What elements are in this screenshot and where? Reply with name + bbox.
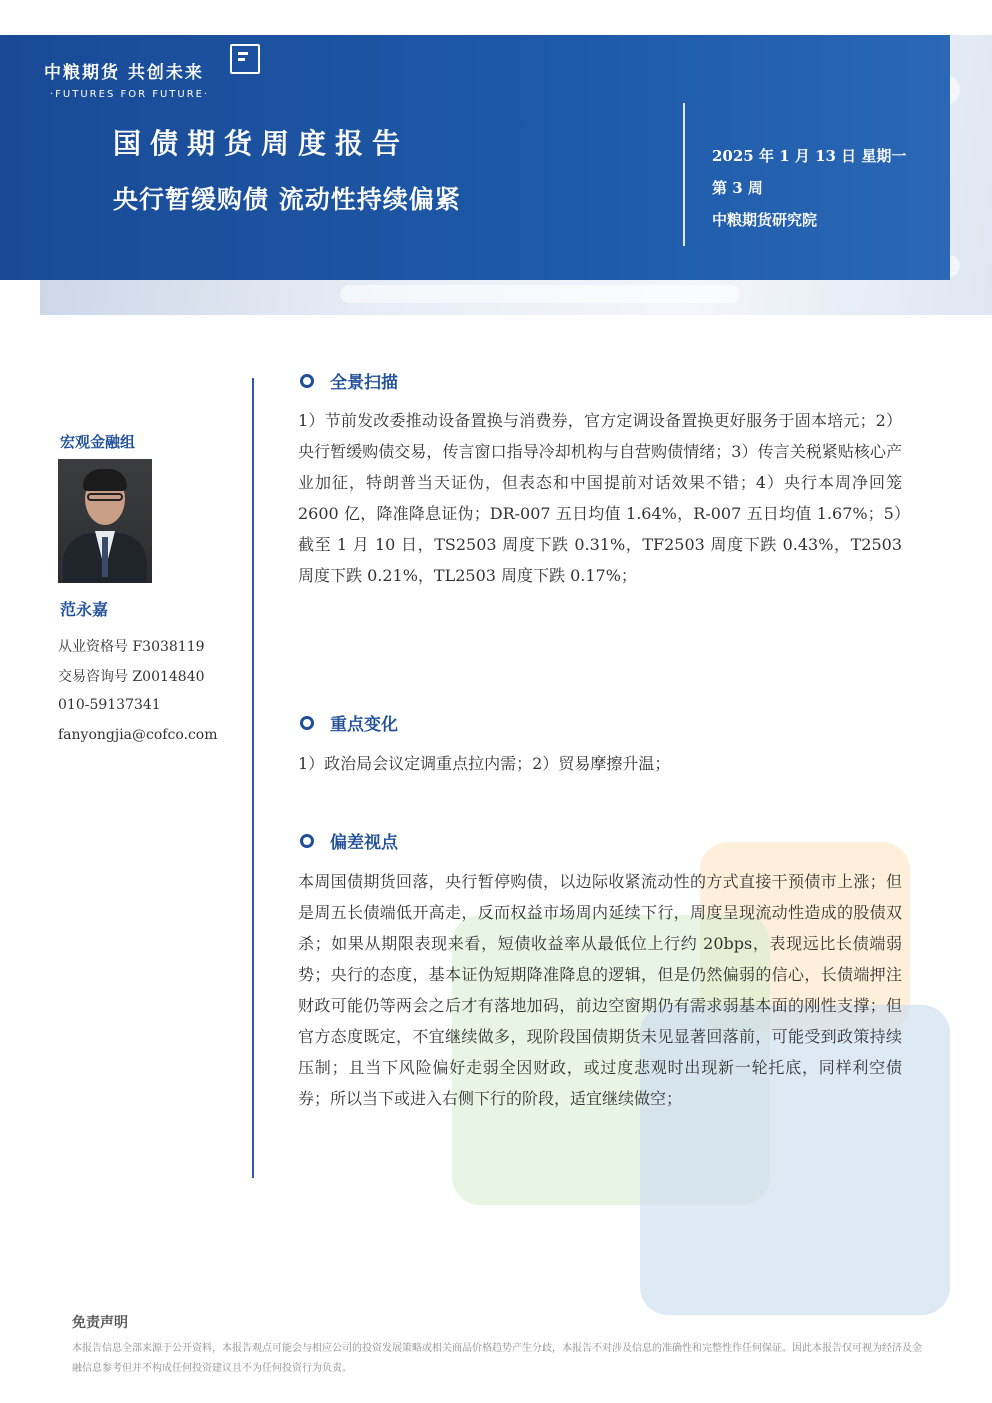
- sidebar-divider: [252, 378, 254, 1178]
- logo-en: ·FUTURES FOR FUTURE·: [50, 89, 210, 100]
- logo-mark-icon: [230, 44, 260, 74]
- section-body-overview: 1）节前发改委推动设备置换与消费券，官方定调设备置换更好服务于固本培元；2）央行暂缓购债交易，传言窗口指导冷却机构与自营购债情绪；3）传言关税紧贴核心产业加征，特朗普当天证伪，但表态和中国提前对话效果不错；4）央行本周净回笼 2600 亿，降准降息证伪；DR-007 五日均值 1.64%，R-007 五日均值 1.67%；5）截至 1 月 10 日，TS2503 周度下跌 0.31%，TF2503 周度下跌 0.43%，T2503 周度下跌 0.21%，TL2503 周度下跌 0.17%；: [298, 411, 902, 585]
- author-name: 范永嘉: [60, 600, 109, 619]
- author-advisory: 交易咨询号 Z0014840: [58, 669, 205, 685]
- disclaimer-text: 本报告信息全部来源于公开资料，本报告观点可能会与相应公司的投资发展策略或相关商品价格趋势产生分歧，本报告不对涉及信息的准确性和完整性作任何保证。因此本报告仅可视为经济及金融信息参考但并不构成任何投资建议且不为任何投资行为负责。: [72, 1343, 922, 1374]
- report-date: 2025 年 1 月 13 日 星期一: [712, 147, 907, 165]
- company-logo: [44, 58, 209, 100]
- author-email[interactable]: fanyongjia@cofco.com: [58, 727, 218, 743]
- report-org: 中粮期货研究院: [712, 211, 818, 229]
- bullet-icon: [300, 716, 314, 730]
- section-title-key-changes: 重点变化: [300, 710, 398, 735]
- author-avatar: [58, 459, 152, 583]
- report-title: 国债期货周度报告: [113, 127, 410, 160]
- report-subtitle: 央行暂缓购债 流动性持续偏紧: [113, 185, 461, 214]
- section-body-viewpoint: 本周国债期货回落，央行暂停购债，以边际收紧流动性的方式直接干预债市上涨；但是周五长债端低开高走，反而权益市场周内延续下行，周度呈现流动性造成的股债双杀；如果从期限表现来看，短债收益率从最低位上行约 20bps，表现远比长债端弱势；央行的态度，基本证伪短期降准降息的逻辑，但是仍然偏弱的信心，长债端押注财政可能仍等两会之后才有落地加码，前边空窗期仍有需求弱基本面的刚性支撑；但官方态度既定，不宜继续做多，现阶段国债期货未见显著回落前，可能受到政策持续压制；且当下风险偏好走弱全因财政，或过度悲观时出现新一轮托底，同样利空债券；所以当下或进入右侧下行的阶段，适宜继续做空；: [298, 872, 902, 1108]
- author-phone: 010-59137341: [58, 697, 161, 713]
- section-body-key-changes: 1）政治局会议定调重点拉内需；2）贸易摩擦升温；: [298, 754, 671, 773]
- disclaimer-title: 免责声明: [72, 1315, 128, 1331]
- author-group: 宏观金融组: [60, 433, 136, 451]
- logo-cn: 中粮期货 共创未来: [44, 63, 204, 83]
- author-license: 从业资格号 F3038119: [58, 639, 205, 655]
- header-divider: [683, 103, 685, 246]
- report-week: 第 3 周: [712, 179, 763, 197]
- bullet-icon: [300, 374, 314, 388]
- section-title-viewpoint: 偏差视点: [300, 828, 398, 853]
- section-title-overview: 全景扫描: [300, 368, 398, 393]
- bullet-icon: [300, 834, 314, 848]
